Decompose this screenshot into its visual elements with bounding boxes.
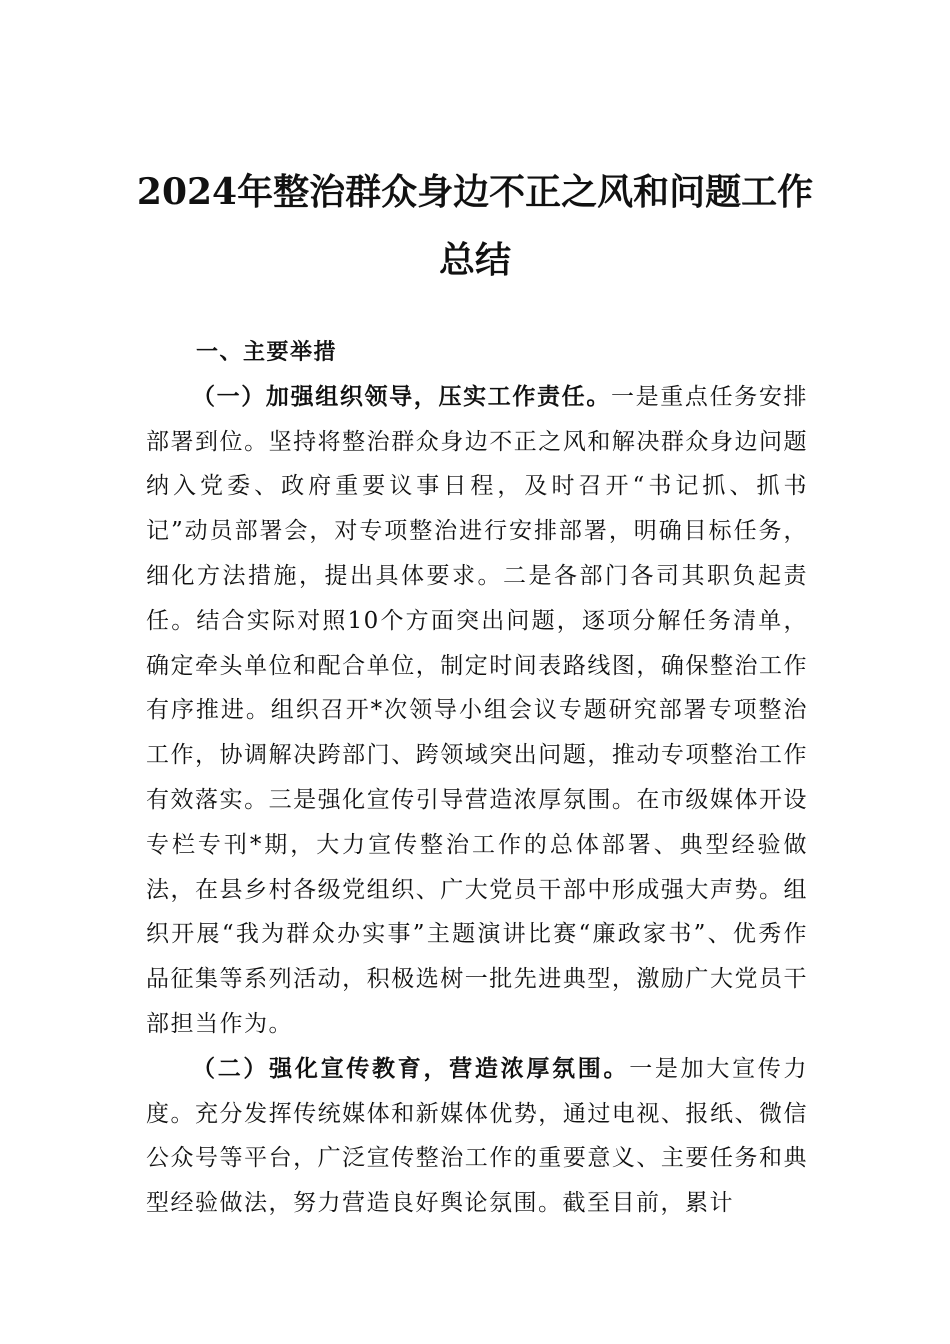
- paragraph-text: 一是加大宣传力度。充分发挥传统媒体和新媒体优势，通过电视、报纸、微信公众号等平台，广泛宣传整治工作的重要意义、主要任务和典型经验做法，努力营造良好舆论氛围。截至目前，累计: [146, 1055, 809, 1217]
- paragraph: [146, 375, 808, 1047]
- paragraph-lead: （二）强化宣传教育，营造浓厚氛围。: [192, 1054, 630, 1082]
- section-heading: 一、主要举措: [196, 339, 338, 365]
- paragraph-lead: （一）加强组织领导，压实工作责任。: [192, 382, 611, 410]
- paragraph: [146, 1047, 808, 1226]
- paragraph-text: 一是重点任务安排部署到位。坚持将整治群众身边不正之风和解决群众身边问题纳入党委、政府重要议事日程，及时召开“书记抓、抓书记”动员部署会，对专项整治进行安排部署，明确目标任务，细化方法措施，提出具体要求。二是各部门各司其职负起责任。结合实际对照10个方面突出问题，逐项分解任务清单，确定牵头单位和配合单位，制定时间表路线图，确保整治工作有序推进。组织召开*次领导小组会议专题研究部署专项整治工作，协调解决跨部门、跨领域突出问题，推动专项整治工作有效落实。三是强化宣传引导营造浓厚氛围。在市级媒体开设专栏专刊*期，大力宣传整治工作的总体部署、典型经验做法，在县乡村各级党组织、广大党员干部中形成强大声势。组织开展“我为群众办实事”主题演讲比赛“廉政家书”、优秀作品征集等系列活动，积极选树一批先进典型，激励广大党员干部担当作为。: [146, 383, 809, 1037]
- document-title: 2024年整治群众身边不正之风和问题工作总结: [136, 171, 814, 281]
- document-body: [146, 330, 808, 1226]
